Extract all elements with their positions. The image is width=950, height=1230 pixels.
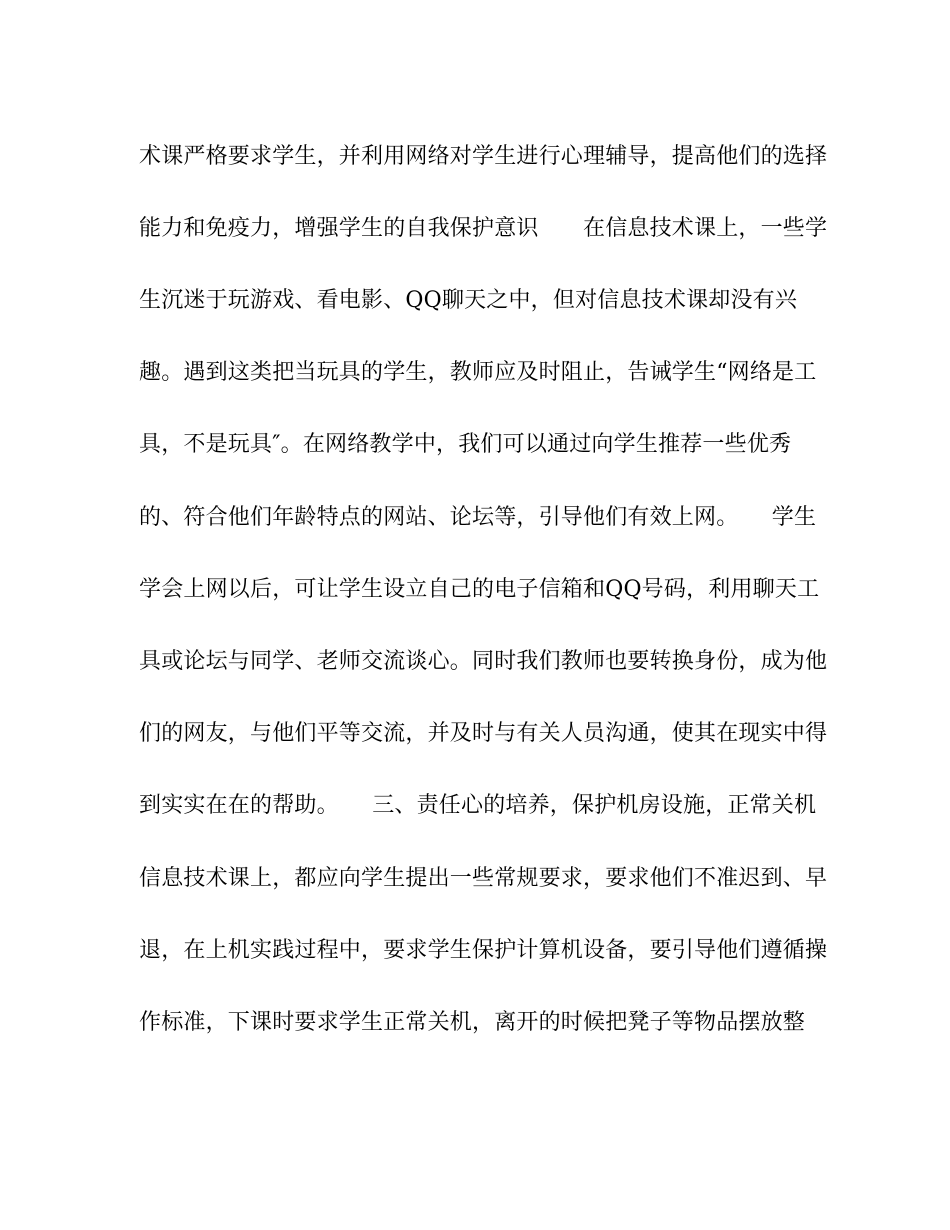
text-line: 信息技术课上，都应向学生提出一些常规要求，要求他们不准迟到、早 xyxy=(139,866,828,891)
text-line: 的、符合他们年龄特点的网站、论坛等，引导他们有效上网。 学生 xyxy=(139,505,817,530)
text-line: 生沉迷于玩游戏、看电影、QQ聊天之中，但对信息技术课却没有兴 xyxy=(139,288,798,313)
text-line: 作标准，下课时要求学生正常关机，离开的时候把凳子等物品摆放整 xyxy=(139,1010,806,1035)
text-line: 具，不是玩具″。在网络教学中，我们可以通过向学生推荐一些优秀 xyxy=(139,432,792,457)
text-line: 趣。遇到这类把当玩具的学生，教师应及时阻止，告诫学生“网络是工 xyxy=(139,360,817,385)
text-line: 术课严格要求学生，并利用网络对学生进行心理辅导，提高他们的选择 xyxy=(139,144,828,169)
text-line: 退，在上机实践过程中，要求学生保护计算机设备，要引导他们遵循操 xyxy=(139,938,828,963)
text-line: 们的网友，与他们平等交流，并及时与有关人员沟通，使其在现实中得 xyxy=(139,721,828,746)
text-line: 具或论坛与同学、老师交流谈心。同时我们教师也要转换身份，成为他 xyxy=(139,649,828,674)
text-line: 学会上网以后，可让学生设立自己的电子信箱和QQ号码，利用聊天工 xyxy=(139,577,820,602)
text-line: 到实实在在的帮助。 三、责任心的培养，保护机房设施，正常关机 xyxy=(139,793,817,818)
text-line: 能力和免疫力，增强学生的自我保护意识 在信息技术课上，一些学 xyxy=(139,216,828,241)
